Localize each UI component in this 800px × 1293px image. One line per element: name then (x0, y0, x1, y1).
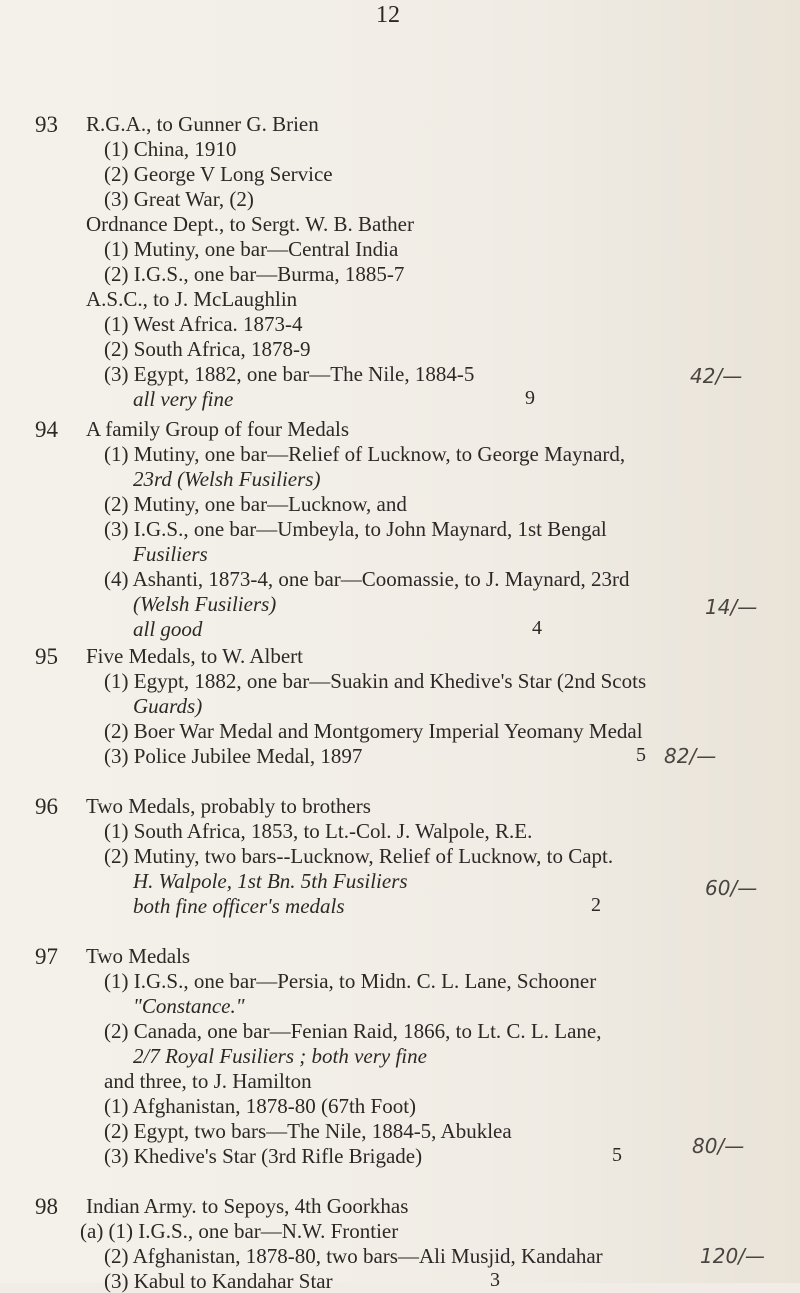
lot-line: (2) Egypt, two bars—The Nile, 1884-5, Abuklea (104, 1119, 512, 1143)
lot-quantity: 4 (532, 617, 542, 639)
lot-number: 94 (35, 417, 58, 442)
lot-line: (2) Canada, one bar—Fenian Raid, 1866, to Lt. C. L. Lane, (104, 1019, 602, 1043)
lot-line: (1) Afghanistan, 1878-80 (67th Foot) (104, 1094, 417, 1118)
lot-quantity: 9 (525, 387, 535, 409)
lot-line: (1) South Africa, 1853, to Lt.-Col. J. Walpole, R.E. (104, 819, 533, 843)
lot-line: (2) Mutiny, one bar—Lucknow, and (104, 492, 407, 516)
handwritten-price: 80/— (692, 1134, 745, 1158)
lot-line: Two Medals, probably to brothers (86, 794, 371, 818)
lot-line: (2) George V Long Service (104, 162, 333, 186)
lot-line: (2) I.G.S., one bar—Burma, 1885-7 (104, 262, 405, 286)
lot-number: 98 (35, 1194, 58, 1219)
lot-line: Ordnance Dept., to Sergt. W. B. Bather (86, 212, 414, 236)
lot-line: Guards) (133, 694, 203, 718)
lot-line: (2) Boer War Medal and Montgomery Imperial Yeomany Medal (104, 719, 643, 743)
lot-number: 93 (35, 112, 58, 137)
lot-line: 2/7 Royal Fusiliers ; both very fine (133, 1044, 427, 1068)
lot-number: 97 (35, 944, 58, 969)
lot-line: Five Medals, to W. Albert (86, 644, 303, 668)
lot-line: (2) Mutiny, two bars--Lucknow, Relief of Lucknow, to Capt. (104, 844, 614, 868)
handwritten-price: 82/— (664, 744, 717, 768)
lot-line: Fusiliers (133, 542, 208, 566)
lot-line: (1) Egypt, 1882, one bar—Suakin and Khedive's Star (2nd Scots (104, 669, 647, 693)
lot-quantity: 5 (612, 1144, 622, 1166)
lot-line: A.S.C., to J. McLaughlin (86, 287, 298, 311)
lot-line: (1) Mutiny, one bar—Relief of Lucknow, to George Maynard, (104, 442, 626, 466)
lot-line: H. Walpole, 1st Bn. 5th Fusiliers (133, 869, 408, 893)
lot-line: both fine officer's medals (133, 894, 345, 918)
lot-line: (1) Mutiny, one bar—Central India (104, 237, 399, 261)
lot-line: (3) Khedive's Star (3rd Rifle Brigade) (104, 1144, 423, 1168)
lot-number: 95 (35, 644, 58, 669)
lot-line: Two Medals (86, 944, 191, 968)
handwritten-price: 14/— (705, 595, 758, 619)
lot-line: (1) I.G.S., one bar—Persia, to Midn. C. L. Lane, Schooner (104, 969, 597, 993)
lot-line: (3) Great War, (2) (104, 187, 254, 211)
lot-line: "Constance." (133, 994, 245, 1018)
lot-line: all very fine (133, 387, 234, 411)
lot-number: 96 (35, 794, 58, 819)
lot-line: (3) I.G.S., one bar—Umbeyla, to John Maynard, 1st Bengal (104, 517, 607, 541)
lot-line: (2) Afghanistan, 1878-80, two bars—Ali Musjid, Kandahar (104, 1244, 603, 1268)
lot-line: (1) West Africa. 1873-4 (104, 312, 303, 336)
lot-quantity: 2 (591, 894, 601, 916)
lot-line: (a) (1) I.G.S., one bar—N.W. Frontier (80, 1219, 399, 1243)
lot-line: Indian Army. to Sepoys, 4th Goorkhas (86, 1194, 409, 1218)
lot-line: (3) Kabul to Kandahar Star (104, 1269, 333, 1293)
lot-quantity: 5 (636, 744, 646, 766)
lot-quantity: 3 (490, 1269, 500, 1291)
page-number: 12 (376, 2, 400, 28)
lot-line: and three, to J. Hamilton (104, 1069, 312, 1093)
handwritten-price: 60/— (705, 876, 758, 900)
lot-line: (2) South Africa, 1878-9 (104, 337, 311, 361)
lot-line: (4) Ashanti, 1873-4, one bar—Coomassie, to J. Maynard, 23rd (104, 567, 630, 591)
lot-line: A family Group of four Medals (86, 417, 350, 441)
handwritten-price: 120/— (700, 1244, 765, 1268)
lot-line: all good (133, 617, 203, 641)
lot-line: (3) Police Jubilee Medal, 1897 (104, 744, 363, 768)
lot-line: (1) China, 1910 (104, 137, 237, 161)
lot-line: 23rd (Welsh Fusiliers) (133, 467, 321, 491)
lot-line: (Welsh Fusiliers) (133, 592, 277, 616)
handwritten-price: 42/— (690, 364, 743, 388)
lot-line: R.G.A., to Gunner G. Brien (86, 112, 319, 136)
lot-line: (3) Egypt, 1882, one bar—The Nile, 1884-5 (104, 362, 475, 386)
